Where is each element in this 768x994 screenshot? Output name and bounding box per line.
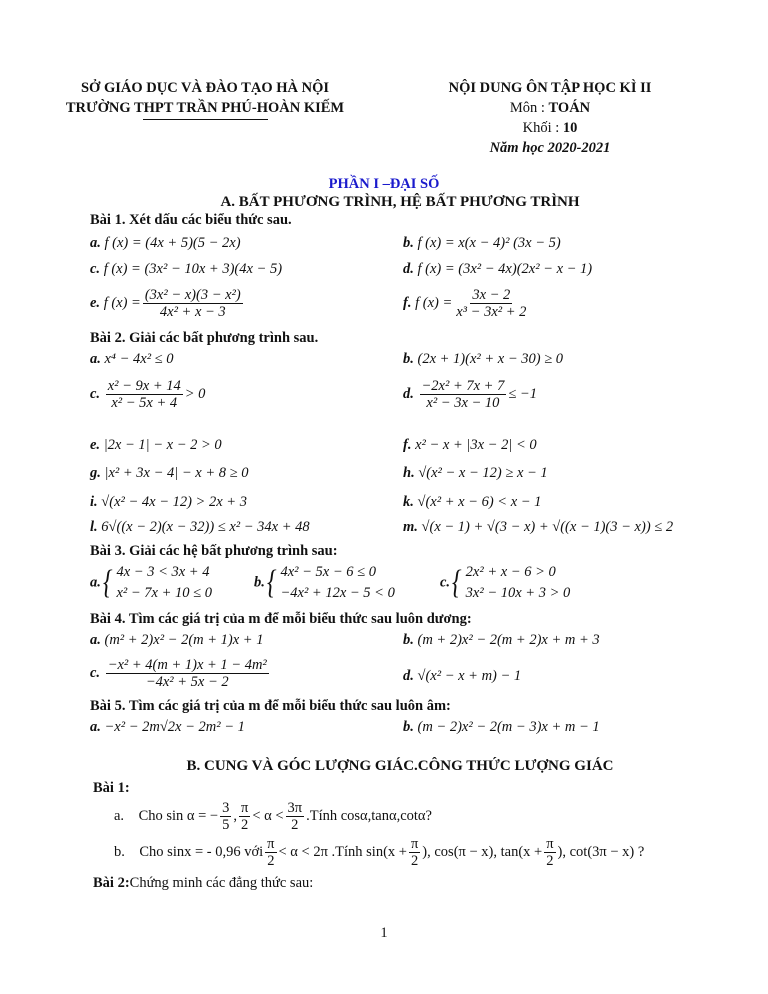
exercise-3b <box>254 562 395 604</box>
item-label: b. <box>403 632 414 648</box>
item-label: i. <box>90 494 98 510</box>
section-b-exercise-1: Bài 1: <box>93 780 130 796</box>
item-label: b. <box>114 843 125 860</box>
item-label: a. <box>90 719 101 735</box>
exercise-2h <box>403 465 548 482</box>
item-label: c. <box>90 261 101 277</box>
item-label: c. <box>440 574 451 591</box>
subject-value: TOÁN <box>548 100 591 116</box>
fraction-numerator: (3x² − x)(3 − x²) <box>144 287 241 303</box>
expression: < α < 2π .Tính sin(x + <box>278 843 407 860</box>
fraction-denominator: −4x² + 5x − 2 <box>145 674 229 690</box>
exercise-2g <box>90 465 248 482</box>
system-brace: { <box>452 564 462 601</box>
header-underline <box>143 119 268 120</box>
item-label: a. <box>90 351 101 367</box>
fraction-numerator: π <box>240 800 249 816</box>
grade-label: Khối : <box>522 120 563 136</box>
exercise-1-title: Bài 1. Xét dấu các biểu thức sau. <box>90 212 292 228</box>
expression-rhs: > 0 <box>184 385 206 402</box>
exercise-1e <box>90 287 245 320</box>
separator: , <box>233 807 237 824</box>
expression: f (x) = x(x − 4)² (3x − 5) <box>417 235 561 251</box>
page-number: 1 <box>380 925 388 941</box>
exercise-2m <box>403 519 673 536</box>
item-label: e. <box>90 294 101 311</box>
fraction-numerator: −x² + 4(m + 1)x + 1 − 4m² <box>107 657 267 673</box>
exercise-1b <box>403 235 561 252</box>
grade-value: 10 <box>562 120 578 136</box>
exercise-3c <box>440 562 570 604</box>
fraction-denominator: 2 <box>291 817 299 833</box>
expression: 6√((x − 2)(x − 32)) ≤ x² − 34x + 48 <box>101 519 310 535</box>
expression: √(x² − x − 12) ≥ x − 1 <box>418 465 548 481</box>
item-label: f. <box>403 437 412 453</box>
item-label: b. <box>403 351 414 367</box>
exercise-5-title: Bài 5. Tìm các giá trị của m để mỗi biểu thức sau luôn âm: <box>90 698 451 714</box>
subject-label: Môn : <box>509 100 549 116</box>
system-row: x² − 7x + 10 ≤ 0 <box>116 585 212 601</box>
expression: √(x² − 4x − 12) > 2x + 3 <box>101 494 247 510</box>
fraction-denominator: 5 <box>222 817 230 833</box>
expression: x² − x + |3x − 2| < 0 <box>415 437 537 453</box>
item-label: a. <box>90 574 101 591</box>
exercise-3a <box>90 562 212 604</box>
exercise-4d <box>403 668 521 685</box>
fraction-numerator: 3 <box>222 800 230 816</box>
exercise-1d <box>403 261 592 278</box>
item-label: d. <box>403 261 414 277</box>
expression: .Tính cosα,tanα,cotα? <box>306 807 432 824</box>
grade-line <box>405 120 695 137</box>
system-brace: { <box>266 564 277 601</box>
item-label: e. <box>90 437 101 453</box>
expression: f (x) = (3x² − 10x + 3)(4x − 5) <box>103 261 283 277</box>
expression: x⁴ − 4x² ≤ 0 <box>104 351 174 367</box>
expression: f (x) = (3x² − 4x)(2x² − x − 1) <box>417 261 593 277</box>
expression: √(x² + x − 6) < x − 1 <box>417 494 542 510</box>
exercise-label: Bài 2: <box>93 875 130 891</box>
exercise-2-title: Bài 2. Giải các bất phương trình sau. <box>90 330 319 346</box>
fraction-denominator: 4x² + x − 3 <box>159 304 226 320</box>
school-department: SỞ GIÁO DỤC VÀ ĐÀO TẠO HÀ NỘI <box>80 80 329 96</box>
exercise-2c <box>90 378 205 411</box>
expression: ), cot(3π − x) ? <box>557 843 645 860</box>
expression: −x² − 2m√2x − 2m² − 1 <box>104 719 245 735</box>
fraction-numerator: x² − 9x + 14 <box>107 378 181 394</box>
expression: f (x) = (4x + 5)(5 − 2x) <box>104 235 241 251</box>
document-title: NỘI DUNG ÔN TẬP HỌC KÌ II <box>448 80 652 96</box>
item-label: g. <box>90 465 101 481</box>
school-year: Năm học 2020-2021 <box>489 140 611 156</box>
exercise-1a <box>90 235 241 252</box>
expression: √(x² − x + m) − 1 <box>417 668 522 684</box>
item-label: c. <box>90 664 101 681</box>
exercise-2k <box>403 494 541 511</box>
expression: (2x + 1)(x² + x − 30) ≥ 0 <box>417 351 564 367</box>
exercise-5b <box>403 719 600 736</box>
item-label: b. <box>403 719 414 735</box>
exercise-4c <box>90 657 271 690</box>
expression-lhs: f (x) = <box>415 294 453 311</box>
fraction-denominator: x² − 3x − 10 <box>426 395 500 411</box>
fraction-denominator: x³ − 3x² + 2 <box>456 304 527 320</box>
expression: √(x − 1) + √(3 − x) + √((x − 1)(3 − x)) ≤ 2 <box>421 519 674 535</box>
exercise-2a <box>90 351 174 368</box>
fraction-denominator: x² − 5x + 4 <box>111 395 178 411</box>
fraction-numerator: 3π <box>287 800 303 816</box>
section-b-exercise-2 <box>93 875 313 892</box>
expression-lhs: f (x) = <box>103 294 141 311</box>
item-label: k. <box>403 494 414 510</box>
item-label: a. <box>90 235 101 251</box>
exercise-2f <box>403 437 537 454</box>
system-row: 4x² − 5x − 6 ≤ 0 <box>280 564 376 580</box>
exercise-3-title: Bài 3. Giải các hệ bất phương trình sau: <box>90 543 338 559</box>
section-b-1a <box>114 800 432 833</box>
system-row: 3x² − 10x + 3 > 0 <box>465 585 571 601</box>
fraction-denominator: 2 <box>546 853 554 869</box>
expression: |x² + 3x − 4| − x + 8 ≥ 0 <box>104 465 249 481</box>
item-label: l. <box>90 519 98 535</box>
item-label: c. <box>90 385 101 402</box>
exercise-5a <box>90 719 245 736</box>
item-label: m. <box>403 519 418 535</box>
fraction-denominator: 2 <box>411 853 419 869</box>
exercise-2b <box>403 351 563 368</box>
exercise-1f <box>403 287 530 320</box>
item-label: b. <box>403 235 414 251</box>
exercise-1c <box>90 261 282 278</box>
fraction-denominator: 2 <box>241 817 249 833</box>
subject-line <box>405 100 695 117</box>
exercise-2l <box>90 519 310 536</box>
item-label: h. <box>403 465 415 481</box>
system-row: −4x² + 12x − 5 < 0 <box>280 585 395 601</box>
system-row: 4x − 3 < 3x + 4 <box>116 564 210 580</box>
item-label: d. <box>403 668 414 684</box>
system-row: 2x² + x − 6 > 0 <box>465 564 556 580</box>
fraction-numerator: −2x² + 7x + 7 <box>421 378 505 394</box>
school-name: TRƯỜNG THPT TRẦN PHÚ-HOÀN KIẾM <box>65 100 345 116</box>
expression: Cho sin α = − <box>138 807 219 824</box>
exercise-4a <box>90 632 263 649</box>
expression: ), cos(π − x), tan(x + <box>422 843 543 860</box>
section-b-title: B. CUNG VÀ GÓC LƯỢNG GIÁC.CÔNG THỨC LƯỢNG GIÁC <box>186 758 614 774</box>
expression: (m − 2)x² − 2(m − 3)x + m − 1 <box>417 719 600 735</box>
expression: < α < <box>252 807 284 824</box>
item-label: d. <box>403 385 414 402</box>
expression: |2x − 1| − x − 2 > 0 <box>103 437 222 453</box>
exercise-4b <box>403 632 600 649</box>
exercise-4-title: Bài 4. Tìm các giá trị của m để mỗi biểu thức sau luôn dương: <box>90 611 472 627</box>
exercise-2i <box>90 494 247 511</box>
fraction-denominator: 2 <box>267 853 275 869</box>
item-label: a. <box>114 807 125 824</box>
part-title: PHẦN I –ĐẠI SỐ <box>328 176 440 192</box>
section-a-title: A. BẤT PHƯƠNG TRÌNH, HỆ BẤT PHƯƠNG TRÌNH <box>220 194 580 210</box>
item-label: a. <box>90 632 101 648</box>
expression: (m² + 2)x² − 2(m + 1)x + 1 <box>104 632 264 648</box>
fraction-numerator: π <box>267 836 275 852</box>
item-label: b. <box>254 574 265 591</box>
expression: Cho sinx = - 0,96 với <box>139 843 264 860</box>
item-label: f. <box>403 294 412 311</box>
expression: (m + 2)x² − 2(m + 2)x + m + 3 <box>417 632 600 648</box>
exercise-text: Chứng minh các đẳng thức sau: <box>129 875 314 891</box>
expression-rhs: ≤ −1 <box>508 385 537 402</box>
system-brace: { <box>102 564 113 601</box>
fraction-numerator: 3x − 2 <box>472 287 511 303</box>
exercise-2e <box>90 437 222 454</box>
section-b-1b <box>114 836 644 869</box>
fraction-numerator: π <box>546 836 554 852</box>
fraction-numerator: π <box>410 836 419 852</box>
exercise-2d <box>403 378 537 411</box>
